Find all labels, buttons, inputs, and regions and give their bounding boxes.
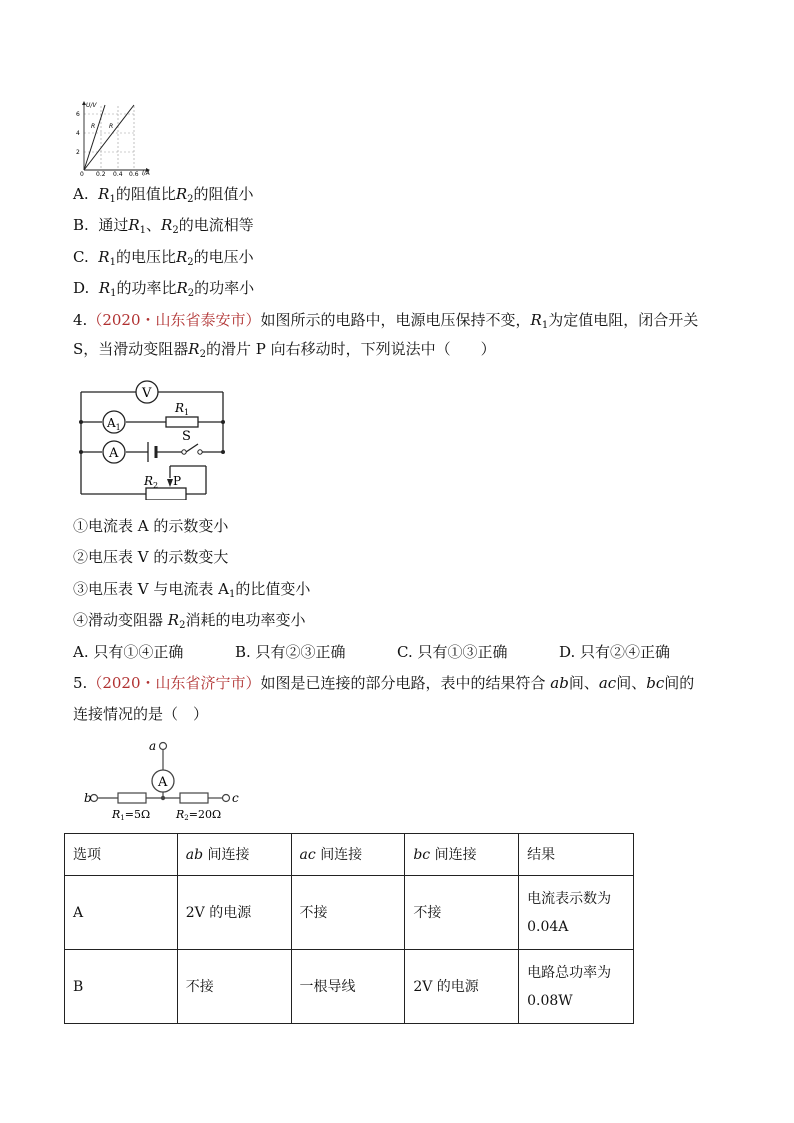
cell-ab: 2V 的电源 xyxy=(177,876,291,950)
ammeter-a-symbol xyxy=(103,441,125,463)
y-tick: 4 xyxy=(76,130,80,137)
table-row xyxy=(65,876,634,950)
u-i-graph xyxy=(72,100,162,176)
table-header-row xyxy=(65,834,634,876)
graph-axes xyxy=(84,103,148,170)
header-result: 结果 xyxy=(519,834,634,876)
q5-r1-label: R1=5Ω xyxy=(112,808,151,822)
q4-choice-c[interactable]: C. 只有①③正确 xyxy=(397,643,508,661)
q5-stem-line1: 5.（2020・山东省济宁市）如图是已连接的部分电路，表中的结果符合 ab间、ac间、bc间的 xyxy=(73,674,695,692)
terminal-b-label: b xyxy=(84,791,92,805)
terminal-a-label: a xyxy=(149,739,157,753)
ammeter-a1-label: $A_1$ xyxy=(107,416,121,432)
header-ac: ac 间连接 xyxy=(291,834,405,876)
rheostat-r2 xyxy=(146,488,186,500)
q5-options-table xyxy=(64,833,634,1024)
q5-ammeter-symbol xyxy=(152,770,174,792)
q4-statement-1: ①电流表 A 的示数变小 xyxy=(73,517,229,535)
y-axis-label: U/V xyxy=(86,102,97,109)
resistor-r1 xyxy=(166,417,198,427)
cell-bc: 不接 xyxy=(405,876,519,950)
cell-ac: 不接 xyxy=(291,876,405,950)
r1-label: $R_1$ xyxy=(175,401,190,417)
q4-statement-2: ②电压表 V 的示数变大 xyxy=(73,548,229,566)
cell-result: 电流表示数为 0.04A xyxy=(519,876,634,950)
q4-source: （2020・山东省泰安市） xyxy=(87,311,261,329)
x-tick: 0 xyxy=(80,171,84,176)
q4-stem-line1: 4.（2020・山东省泰安市）如图所示的电路中，电源电压保持不变，$R_1$为定值电阻，闭合开关 xyxy=(73,311,699,331)
header-bc: bc 间连接 xyxy=(405,834,519,876)
q5-source: （2020・山东省济宁市） xyxy=(87,674,261,692)
voltmeter-label: V xyxy=(142,386,152,401)
cell-result: 电路总功率为 0.08W xyxy=(519,950,634,1024)
q5-stem-line2: 连接情况的是（ ） xyxy=(73,705,209,723)
ammeter-a-label: A xyxy=(109,446,119,461)
switch-label: S xyxy=(182,429,191,444)
x-tick: 0.2 xyxy=(96,171,106,176)
r1-line xyxy=(84,105,105,170)
table-row xyxy=(65,950,634,1024)
q3-option-d[interactable]: D. $R_1$的功率比$R_2$的功率小 xyxy=(73,279,255,299)
voltmeter-symbol xyxy=(136,381,158,403)
q4-choice-a[interactable]: A. 只有①④正确 xyxy=(73,643,184,661)
q3-option-b[interactable]: B. 通过$R_1$、$R_2$的电流相等 xyxy=(73,216,254,236)
q5-resistor-r1 xyxy=(118,793,146,803)
cell-option: B xyxy=(65,950,178,1024)
ammeter-a1-symbol xyxy=(103,411,125,433)
q5-ammeter-label: A xyxy=(158,775,168,790)
y-tick: 2 xyxy=(76,149,80,156)
r1-line-label: R xyxy=(91,123,96,130)
q4-choice-d[interactable]: D. 只有②④正确 xyxy=(559,643,671,661)
r2-line xyxy=(84,105,134,170)
r2-label: $R_2$ xyxy=(144,474,159,490)
q4-choices xyxy=(73,642,670,662)
q4-statement-3: ③电压表 V 与电流表 $A_1$的比值变小 xyxy=(73,580,311,600)
x-tick: 0.4 xyxy=(113,171,123,176)
cell-bc: 2V 的电源 xyxy=(405,950,519,1024)
q4-circuit-diagram xyxy=(78,374,228,500)
q3-option-a[interactable]: A. $R_1$的阻值比$R_2$的阻值小 xyxy=(73,185,254,205)
q4-stem-line2: S，当滑动变阻器$R_2$的滑片 P 向右移动时，下列说法中（ ） xyxy=(73,340,496,360)
cell-ab: 不接 xyxy=(177,950,291,1024)
x-axis-label: I/A xyxy=(142,170,150,176)
q4-choice-b[interactable]: B. 只有②③正确 xyxy=(235,643,346,661)
y-tick: 6 xyxy=(76,111,80,118)
header-ab: ab 间连接 xyxy=(177,834,291,876)
cell-option: A xyxy=(65,876,178,950)
x-tick: 0.6 xyxy=(129,171,139,176)
q4-statement-4: ④滑动变阻器 $R_2$消耗的电功率变小 xyxy=(73,611,306,631)
q5-resistor-r2 xyxy=(180,793,208,803)
q5-circuit-diagram xyxy=(84,738,244,824)
cell-ac: 一根导线 xyxy=(291,950,405,1024)
q3-option-c[interactable]: C. $R_1$的电压比$R_2$的电压小 xyxy=(73,248,254,268)
q5-r2-label: R2=20Ω xyxy=(176,808,222,822)
r2-line-label: R xyxy=(109,123,114,130)
slider-label: P xyxy=(173,474,182,488)
terminal-c-label: c xyxy=(232,791,239,805)
header-option: 选项 xyxy=(65,834,178,876)
